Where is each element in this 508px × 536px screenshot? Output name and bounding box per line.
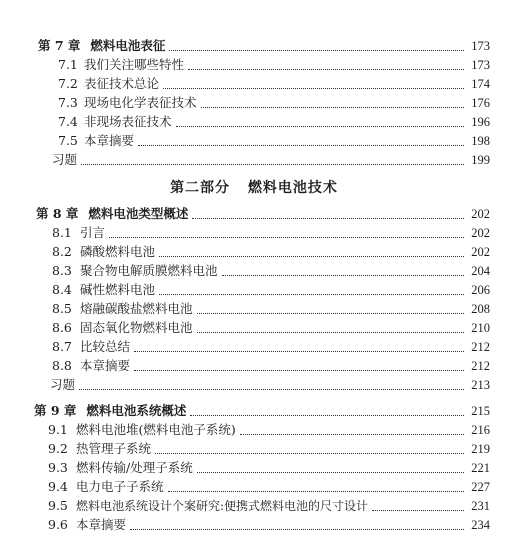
section-title: 表征技术总论 [84, 76, 160, 91]
page-number: 208 [471, 302, 490, 316]
toc-section-7-5[interactable] [58, 132, 490, 150]
dot-leader [163, 76, 464, 89]
section-title: 引言 [80, 225, 106, 240]
dot-leader [79, 377, 464, 390]
page-number: 204 [471, 264, 490, 278]
part-heading [0, 177, 508, 197]
dot-leader [81, 152, 464, 165]
toc-section-7-1[interactable] [58, 56, 490, 74]
page-number: 202 [471, 207, 490, 221]
section-number: 8.7 [52, 339, 72, 354]
toc-chapter-8[interactable] [36, 205, 490, 223]
section-number: 7.1 [58, 57, 78, 72]
section-number: 8.5 [52, 301, 72, 316]
toc-section-8-5[interactable] [52, 300, 490, 318]
page-number: 210 [471, 321, 490, 335]
toc-section-9-1[interactable] [48, 421, 490, 439]
dot-leader [169, 38, 464, 51]
section-title: 磷酸燃料电池 [80, 244, 156, 259]
section-number: 8.1 [52, 225, 72, 240]
page-number: 196 [471, 115, 490, 129]
section-title: 本章摘要 [76, 517, 127, 532]
dot-leader [188, 57, 464, 70]
section-number: 8.2 [52, 244, 72, 259]
dot-leader [197, 460, 464, 473]
dot-leader [372, 498, 464, 511]
dot-leader [130, 517, 464, 530]
page-number: 216 [471, 423, 490, 437]
dot-leader [155, 441, 464, 454]
section-title: 电力电子子系统 [76, 479, 164, 494]
page-number: 202 [471, 226, 490, 240]
section-number: 8.4 [52, 282, 72, 297]
section-number: 8.3 [52, 263, 72, 278]
page-number: 202 [471, 245, 490, 259]
page-number: 219 [471, 442, 490, 456]
toc-section-8-2[interactable] [52, 243, 490, 261]
section-title: 本章摘要 [80, 358, 131, 373]
section-number: 9.3 [48, 460, 68, 475]
toc-section-9-5[interactable] [48, 497, 490, 515]
part-title: 燃料电池技术 [247, 180, 338, 196]
page-number: 213 [471, 378, 490, 392]
page-number: 173 [471, 39, 490, 53]
section-number: 9.4 [48, 479, 68, 494]
section-number: 7.3 [58, 95, 78, 110]
toc-section-8-7[interactable] [52, 338, 490, 356]
toc-section-7-4[interactable] [58, 113, 490, 131]
dot-leader [240, 422, 464, 435]
toc-section-8-8[interactable] [52, 357, 490, 375]
dot-leader [190, 403, 464, 416]
section-title: 燃料电池系统设计个案研究:便携式燃料电池的尺寸设计 [76, 499, 369, 513]
section-title: 非现场表征技术 [84, 114, 172, 129]
page-number: 174 [471, 77, 490, 91]
section-number: 9.1 [48, 422, 68, 437]
toc-section-7-2[interactable] [58, 75, 490, 93]
toc-section-8-4[interactable] [52, 281, 490, 299]
page-number: 221 [471, 461, 490, 475]
toc-section-9-2[interactable] [48, 440, 490, 458]
toc-chapter-7[interactable] [38, 37, 490, 55]
section-title: 熔融碳酸盐燃料电池 [80, 301, 193, 316]
page-number: 212 [471, 340, 490, 354]
dot-leader [138, 133, 464, 146]
section-title: 我们关注哪些特性 [84, 57, 185, 72]
toc-section-8-1[interactable] [52, 224, 490, 242]
section-number: 9.6 [48, 517, 68, 532]
section-number: 7.4 [58, 114, 78, 129]
dot-leader [159, 282, 464, 295]
toc-chapter-9[interactable] [34, 402, 490, 420]
dot-leader [134, 358, 464, 371]
section-title: 固态氧化物燃料电池 [80, 320, 193, 335]
exercises-title: 习题 [52, 152, 78, 167]
section-number: 9.5 [48, 498, 68, 513]
toc-exercises-7[interactable] [52, 151, 490, 169]
section-number: 7.5 [58, 133, 78, 148]
toc-section-7-3[interactable] [58, 94, 490, 112]
section-number: 8.6 [52, 320, 72, 335]
toc-section-9-4[interactable] [48, 478, 490, 496]
page-number: 231 [471, 499, 490, 513]
section-title: 燃料电池堆(燃料电池子系统) [76, 422, 236, 437]
toc-section-8-3[interactable] [52, 262, 490, 280]
section-title: 热管理子系统 [76, 441, 152, 456]
chapter-number: 第 8 章 [36, 206, 79, 221]
chapter-title: 燃料电池表征 [90, 38, 166, 53]
dot-leader [192, 206, 464, 219]
page-number: 198 [471, 134, 490, 148]
part-label: 第二部分 [170, 180, 231, 196]
toc-section-9-3[interactable] [48, 459, 490, 477]
dot-leader [197, 301, 464, 314]
section-title: 现场电化学表征技术 [84, 95, 197, 110]
dot-leader [134, 339, 464, 352]
toc-section-8-6[interactable] [52, 319, 490, 337]
chapter-title: 燃料电池系统概述 [86, 403, 187, 418]
dot-leader [168, 479, 464, 492]
page-number: 215 [471, 404, 490, 418]
chapter-number: 第 7 章 [38, 38, 81, 53]
chapter-title: 燃料电池类型概述 [88, 206, 189, 221]
dot-leader [222, 263, 464, 276]
page-number: 176 [471, 96, 490, 110]
toc-section-9-6[interactable] [48, 516, 490, 534]
page-number: 234 [471, 518, 490, 532]
chapter-number: 第 9 章 [34, 403, 77, 418]
dot-leader [109, 225, 464, 238]
dot-leader [176, 114, 464, 127]
toc-exercises-8[interactable] [50, 376, 490, 394]
page-number: 212 [471, 359, 490, 373]
section-number: 9.2 [48, 441, 68, 456]
dot-leader [159, 244, 464, 257]
section-title: 碱性燃料电池 [80, 282, 156, 297]
section-title: 比较总结 [80, 339, 131, 354]
dot-leader [201, 95, 464, 108]
section-number: 7.2 [58, 76, 78, 91]
dot-leader [197, 320, 464, 333]
section-title: 本章摘要 [84, 133, 135, 148]
page-number: 199 [471, 153, 490, 167]
exercises-title: 习题 [50, 377, 76, 392]
section-title: 聚合物电解质膜燃料电池 [80, 263, 218, 278]
page-number: 206 [471, 283, 490, 297]
section-title: 燃料传输/处理子系统 [76, 460, 193, 475]
page-number: 227 [471, 480, 490, 494]
section-number: 8.8 [52, 358, 72, 373]
page-number: 173 [471, 58, 490, 72]
